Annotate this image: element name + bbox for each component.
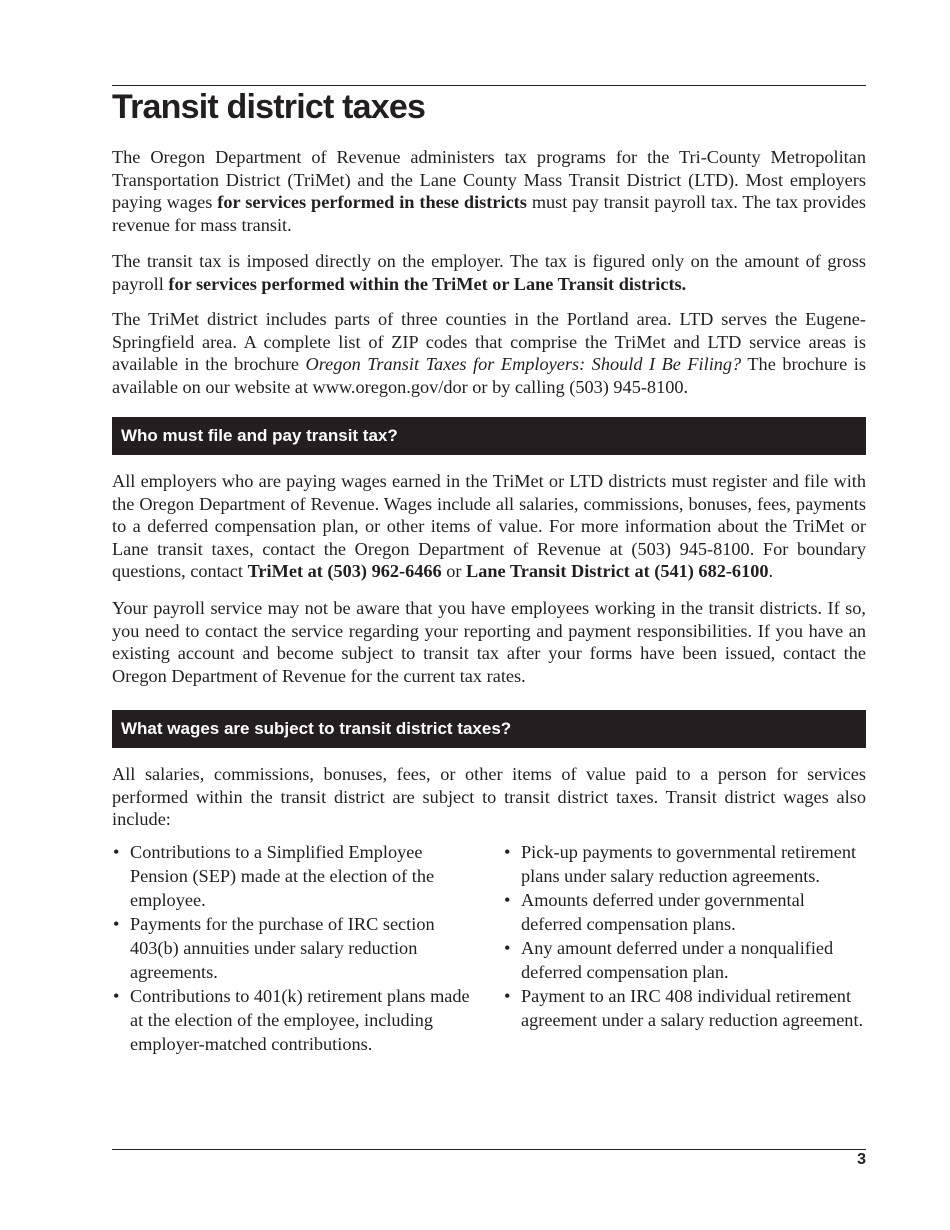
text: must pay transit payroll tax. The tax provides revenue for mass transit. xyxy=(112,192,866,235)
list-item: • Pick-up payments to governmental retirement plans under salary reduction agreements. xyxy=(503,840,868,888)
section-heading-who-must-file: Who must file and pay transit tax? xyxy=(112,417,866,455)
wages-list-left xyxy=(112,840,472,1056)
brochure-title: Oregon Transit Taxes for Employers: Should I Be Filing? xyxy=(305,354,742,374)
section1-paragraph-1 xyxy=(112,470,866,583)
list-item: • Contributions to a Simplified Employee Pension (SEP) made at the election of the employee. xyxy=(112,840,472,912)
section-heading-what-wages: What wages are subject to transit district taxes? xyxy=(112,710,866,748)
text: All employers who are paying wages earned in the TriMet or LTD districts must register and file with the Oregon Department of Revenue. Wages include all salaries, commissions, bonuses, fees, payments to a deferred compensation plan, or other items of value. For more information about the TriMet or Lane transit taxes, contact the Oregon Department of Revenue at (503) 945-8100. For boundary questions, contact xyxy=(112,471,866,581)
trimet-phone: TriMet at (503) 962-6466 xyxy=(247,561,442,581)
top-rule xyxy=(112,85,866,86)
list-item: • Amounts deferred under governmental deferred compensation plans. xyxy=(503,888,868,936)
section1-paragraph-2: Your payroll service may not be aware that you have employees working in the transit districts. If so, you need to contact the service regarding your reporting and payment responsibilities. If you have an existing account and become subject to transit tax after your forms have been issued, contact the Oregon Department of Revenue for the current tax rates. xyxy=(112,598,866,686)
list-item: • Payment to an IRC 408 individual retirement agreement under a salary reduction agreement. xyxy=(503,984,868,1032)
intro-paragraph-2 xyxy=(112,250,866,295)
text: The brochure is available on our website at www.oregon.gov/dor or by calling (503) 945-8100. xyxy=(112,354,866,397)
intro-paragraph-1 xyxy=(112,146,866,236)
wages-list-right xyxy=(503,840,868,1032)
list-item: • Any amount deferred under a nonqualified deferred compensation plan. xyxy=(503,936,868,984)
bottom-rule xyxy=(112,1149,866,1150)
section2-paragraph-1: All salaries, commissions, bonuses, fees, or other items of value paid to a person for services performed within the transit district are subject to transit district taxes. Transit district wages also include: xyxy=(112,764,866,829)
ltd-phone: Lane Transit District at (541) 682-6100 xyxy=(466,561,769,581)
intro-paragraph-3 xyxy=(112,308,866,398)
page-number: 3 xyxy=(857,1151,866,1168)
list-item: • Contributions to 401(k) retirement plans made at the election of the employee, including employer-matched contributions. xyxy=(112,984,472,1056)
text: The transit tax is imposed directly on the employer. The tax is figured only on the amount of gross payroll xyxy=(112,251,866,294)
text: or xyxy=(441,561,467,581)
bold-text: for services performed within the TriMet or Lane Transit districts. xyxy=(168,273,687,294)
bold-text: for services performed in these districts xyxy=(217,192,527,212)
text: The TriMet district includes parts of three counties in the Portland area. LTD serves the Eugene-Springfield area. A complete list of ZIP codes that comprise the TriMet and LTD service areas is available in the brochure xyxy=(112,309,866,374)
page-title: Transit district taxes xyxy=(112,88,426,126)
text: . xyxy=(768,561,774,581)
list-item: • Payments for the purchase of IRC section 403(b) annuities under salary reduction agreements. xyxy=(112,912,472,984)
text: The Oregon Department of Revenue administers tax programs for the Tri-County Metropolitan Transportation District (TriMet) and the Lane County Mass Transit District (LTD). Most employers paying wages xyxy=(112,147,866,212)
